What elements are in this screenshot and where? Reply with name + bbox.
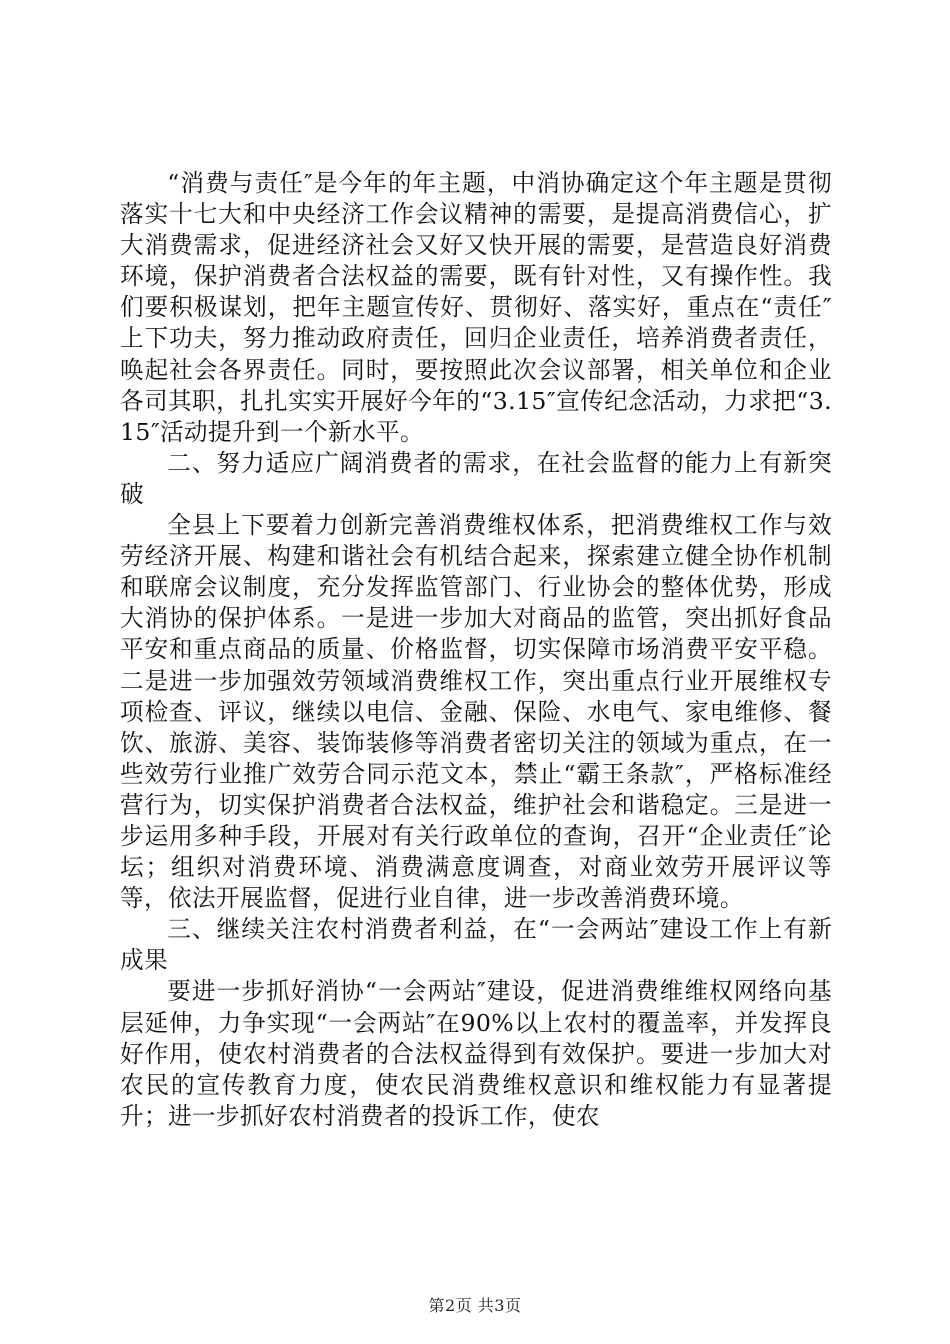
heading-section-three: 三、继续关注农村消费者利益，在“一会两站″建设工作上有新成果 [120, 915, 832, 975]
paragraph-supervision: 全县上下要着力创新完善消费维权体系，把消费维权工作与效劳经济开展、构建和谐社会有机结合起来，探索建立健全协作机制和联席会议制度，充分发挥监管部门、行业协会的整体优势，形成大消协的保护体系。一是进一步加大对商品的监管，突出抓好食品平安和重点商品的质量、价格监督，切实保障市场消费平安平稳。二是进一步加强效劳领域消费维权工作，突出重点行业开展维权专项检查、评议，继续以电信、金融、保险、水电气、家电维修、餐饮、旅游、美容、装饰装修等消费者密切关注的领域为重点，在一些效劳行业推广效劳合同示范文本，禁止“霸王条款″，严格标准经营行为，切实保护消费者合法权益，维护社会和谐稳定。三是进一步运用多种手段，开展对有关行政单位的查询，召开“企业责任″论坛；组织对消费环境、消费满意度调查，对商业效劳开展评议等等，依法开展监督，促进行业自律，进一步改善消费环境。 [120, 511, 832, 913]
paragraph-theme: “消费与责任″是今年的年主题，中消协确定这个年主题是贯彻落实十七大和中央经济工作会议精神的需要，是提高消费信心，扩大消费需求，促进经济社会又好又快开展的需要，是营造良好消费环境，保护消费者合法权益的需要，既有针对性，又有操作性。我们要积极谋划，把年主题宣传好、贯彻好、落实好，重点在“责任″上下功夫，努力推动政府责任，回归企业责任，培养消费者责任，唤起社会各界责任。同时，要按照此次会议部署，相关单位和企业各司其职，扎扎实实开展好今年的“3.15″宣传纪念活动，力求把“3.15″活动提升到一个新水平。 [120, 169, 832, 446]
document-body [120, 168, 832, 1132]
heading-section-two: 二、努力适应广阔消费者的需求，在社会监督的能力上有新突破 [120, 448, 832, 508]
paragraph-rural: 要进一步抓好消协“一会两站″建设，促进消费维维权网络向基层延伸，力争实现“一会两站″在90%以上农村的覆盖率，并发挥良好作用，使农村消费者的合法权益得到有效保护。要进一步加大对农民的宣传教育力度，使农民消费维权意识和维权能力有显著提升；进一步抓好农村消费者的投诉工作，使农 [120, 977, 832, 1130]
page-footer: 第2页 共3页 [428, 1296, 522, 1315]
